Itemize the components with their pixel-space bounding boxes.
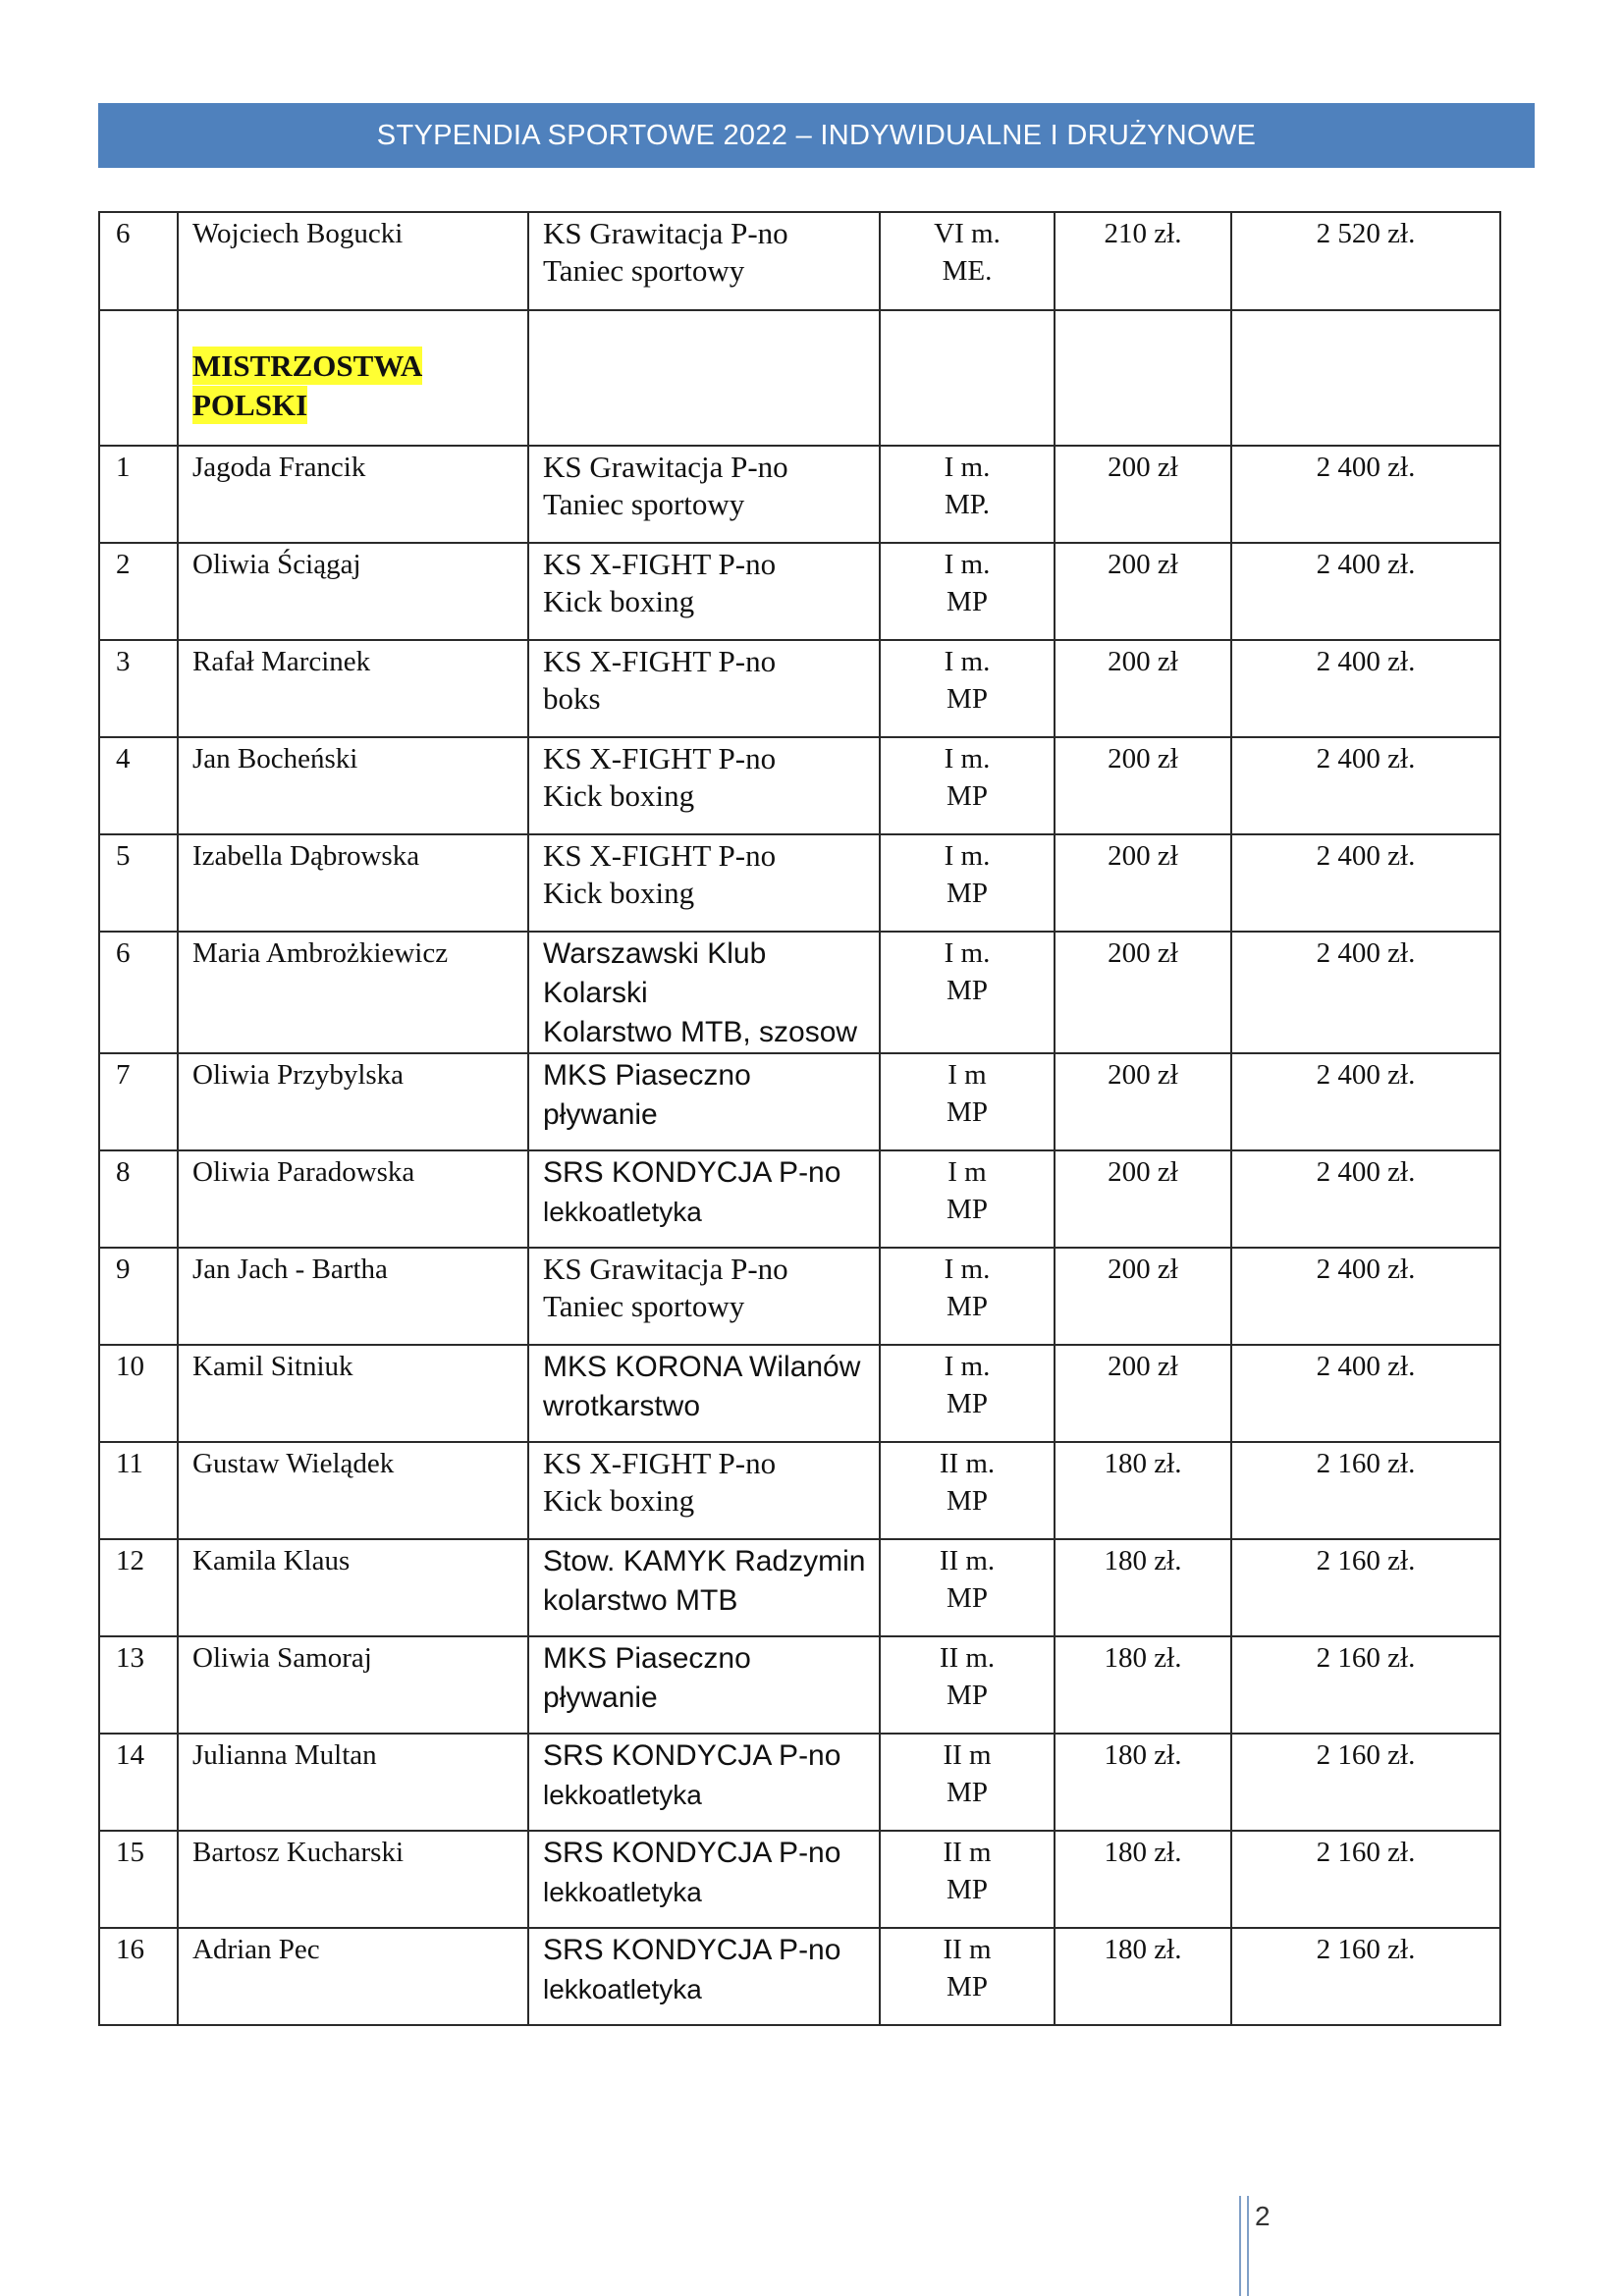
club-cell [528,1345,880,1442]
table-row [99,640,1500,737]
place-event: MP [947,975,988,1006]
place-event: MP [947,878,988,909]
row-number: 10 [99,1345,178,1442]
club-cell [528,1831,880,1928]
place-rank: II m [943,1739,992,1771]
place-rank: I m. [944,646,991,677]
table-row [99,1248,1500,1345]
monthly-amount: 210 zł. [1055,212,1231,310]
club-name: KS X-FIGHT P-no [543,838,777,873]
document-title: STYPENDIA SPORTOWE 2022 – INDYWIDUALNE I DRUŻYNOWE [376,119,1257,151]
annual-amount: 2 160 zł. [1231,1636,1500,1734]
row-number: 5 [99,834,178,932]
athlete-name: Maria Ambrożkiewicz [178,932,528,1053]
athlete-name: Oliwia Samoraj [178,1636,528,1734]
document-header-bar [98,103,1535,168]
athlete-name: Adrian Pec [178,1928,528,2025]
table-row [99,1345,1500,1442]
table-row [99,1442,1500,1539]
place-event: MP [947,586,988,617]
monthly-amount: 180 zł. [1055,1539,1231,1636]
place-cell [880,1345,1055,1442]
place-rank: I m [947,1059,987,1091]
annual-amount: 2 400 zł. [1231,446,1500,543]
place-cell [880,1928,1055,2025]
place-event: MP [947,1291,988,1322]
annual-amount: 2 160 zł. [1231,1928,1500,2025]
athlete-name: Wojciech Bogucki [178,212,528,310]
club-cell [528,1636,880,1734]
sport-discipline: pływanie [543,1682,658,1714]
club-cell [528,212,880,310]
place-cell [880,640,1055,737]
annual-amount: 2 160 zł. [1231,1539,1500,1636]
place-rank: I m. [944,1351,991,1382]
row-number: 6 [99,212,178,310]
sport-discipline: Kick boxing [543,876,695,910]
monthly-amount: 200 zł [1055,446,1231,543]
place-cell [880,1539,1055,1636]
section-heading [178,310,528,446]
club-cell [528,932,880,1053]
place-cell [880,1053,1055,1150]
monthly-amount: 200 zł [1055,737,1231,834]
section-title-line2: POLSKI [192,388,308,422]
monthly-amount: 200 zł [1055,1248,1231,1345]
table-row [99,1053,1500,1150]
club-name: KS X-FIGHT P-no [543,547,777,581]
annual-amount: 2 400 zł. [1231,640,1500,737]
section-row [99,310,1500,446]
place-rank: I m. [944,549,991,580]
place-rank: II m. [939,1448,996,1479]
club-name: SRS KONDYCJA P-no [543,1837,841,1869]
place-event: MP [947,1971,988,2002]
place-cell [880,1442,1055,1539]
sport-discipline: Kolarstwo MTB, szosow [543,1016,858,1048]
table-row [99,1928,1500,2025]
table-row [99,834,1500,932]
annual-amount: 2 400 zł. [1231,737,1500,834]
club-name: KS X-FIGHT P-no [543,1446,777,1480]
page-number: 2 [1255,2201,1271,2231]
place-event: MP. [945,489,990,520]
place-rank: I m. [944,1254,991,1285]
place-cell [880,1734,1055,1831]
row-number: 2 [99,543,178,640]
sport-discipline: lekkoatletyka [543,1197,702,1227]
place-event: MP [947,1874,988,1905]
club-cell [528,640,880,737]
row-number: 9 [99,1248,178,1345]
place-rank: VI m. [934,218,1001,249]
monthly-amount: 200 zł [1055,932,1231,1053]
sport-discipline: kolarstwo MTB [543,1584,738,1617]
monthly-amount: 200 zł [1055,1345,1231,1442]
athlete-name: Izabella Dąbrowska [178,834,528,932]
place-rank: II m. [939,1545,996,1576]
athlete-name: Kamil Sitniuk [178,1345,528,1442]
club-name: KS Grawitacja P-no [543,216,788,250]
monthly-amount: 200 zł [1055,1053,1231,1150]
place-cell [880,737,1055,834]
monthly-amount: 200 zł [1055,834,1231,932]
club-name: SRS KONDYCJA P-no [543,1156,841,1189]
club-name: KS Grawitacja P-no [543,1252,788,1286]
club-cell [528,1734,880,1831]
monthly-amount: 180 zł. [1055,1928,1231,2025]
table-row [99,932,1500,1053]
table-row [99,737,1500,834]
row-number: 1 [99,446,178,543]
sport-discipline: Kolarski [543,977,648,1009]
club-name: MKS Piaseczno [543,1642,751,1675]
place-cell [880,1248,1055,1345]
place-event: ME. [942,255,993,287]
place-rank: II m [943,1934,992,1965]
annual-amount: 2 160 zł. [1231,1734,1500,1831]
table-row [99,1831,1500,1928]
place-event: MP [947,1194,988,1225]
row-number: 13 [99,1636,178,1734]
athlete-name: Rafał Marcinek [178,640,528,737]
footer-divider [1239,2196,1249,2296]
place-rank: II m [943,1837,992,1868]
annual-amount: 2 160 zł. [1231,1831,1500,1928]
monthly-amount: 180 zł. [1055,1734,1231,1831]
athlete-name: Jagoda Francik [178,446,528,543]
place-rank: I m. [944,937,991,969]
monthly-amount: 180 zł. [1055,1442,1231,1539]
row-number: 7 [99,1053,178,1150]
sport-discipline: lekkoatletyka [543,1877,702,1907]
monthly-amount: 200 zł [1055,1150,1231,1248]
place-event: MP [947,1485,988,1517]
annual-amount: 2 400 zł. [1231,1345,1500,1442]
club-cell [528,1442,880,1539]
annual-amount: 2 400 zł. [1231,1248,1500,1345]
row-number: 3 [99,640,178,737]
table-row [99,446,1500,543]
place-cell [880,1150,1055,1248]
place-rank: I m. [944,452,991,483]
place-cell [880,1831,1055,1928]
place-rank: I m [947,1156,987,1188]
club-cell [528,1928,880,2025]
place-event: MP [947,1096,988,1128]
sport-discipline: wrotkarstwo [543,1390,701,1422]
club-cell [528,1150,880,1248]
row-number: 14 [99,1734,178,1831]
table-row [99,1539,1500,1636]
place-event: MP [947,1388,988,1419]
club-name: KS X-FIGHT P-no [543,741,777,775]
annual-amount: 2 400 zł. [1231,543,1500,640]
sport-discipline: boks [543,681,601,716]
row-number: 6 [99,932,178,1053]
annual-amount: 2 520 zł. [1231,212,1500,310]
club-name: SRS KONDYCJA P-no [543,1934,841,1966]
club-name: KS X-FIGHT P-no [543,644,777,678]
row-number: 8 [99,1150,178,1248]
sport-discipline: Taniec sportowy [543,487,745,521]
sport-discipline: Kick boxing [543,778,695,813]
club-cell [528,446,880,543]
athlete-name: Julianna Multan [178,1734,528,1831]
club-name: MKS Piaseczno [543,1059,751,1092]
place-rank: I m. [944,743,991,774]
annual-amount: 2 400 zł. [1231,834,1500,932]
table-row [99,1734,1500,1831]
club-name: KS Grawitacja P-no [543,450,788,484]
place-event: MP [947,780,988,812]
athlete-name: Jan Bocheński [178,737,528,834]
row-number: 12 [99,1539,178,1636]
sport-discipline: Taniec sportowy [543,253,745,288]
place-cell [880,212,1055,310]
sport-discipline: Kick boxing [543,584,695,618]
place-cell [880,543,1055,640]
place-event: MP [947,1680,988,1711]
sport-discipline: Kick boxing [543,1483,695,1518]
place-cell [880,446,1055,543]
scholarship-table [98,211,1501,2026]
table-row [99,212,1500,310]
club-name: Warszawski Klub [543,937,767,970]
sport-discipline: pływanie [543,1098,658,1131]
place-cell [880,834,1055,932]
athlete-name: Oliwia Przybylska [178,1053,528,1150]
athlete-name: Gustaw Wielądek [178,1442,528,1539]
club-name: SRS KONDYCJA P-no [543,1739,841,1772]
club-cell [528,543,880,640]
annual-amount: 2 400 zł. [1231,1150,1500,1248]
club-cell [528,1053,880,1150]
annual-amount: 2 400 zł. [1231,932,1500,1053]
table-row [99,1636,1500,1734]
sport-discipline: Taniec sportowy [543,1289,745,1323]
place-event: MP [947,1777,988,1808]
club-cell [528,1248,880,1345]
place-rank: II m. [939,1642,996,1674]
monthly-amount: 200 zł [1055,640,1231,737]
section-title-line1: MISTRZOSTWA [192,348,423,383]
place-event: MP [947,683,988,715]
monthly-amount: 180 zł. [1055,1831,1231,1928]
athlete-name: Oliwia Paradowska [178,1150,528,1248]
place-cell [880,1636,1055,1734]
athlete-name: Kamila Klaus [178,1539,528,1636]
club-name: MKS KORONA Wilanów [543,1351,861,1383]
table-row [99,543,1500,640]
athlete-name: Bartosz Kucharski [178,1831,528,1928]
sport-discipline: lekkoatletyka [543,1974,702,2004]
row-number: 16 [99,1928,178,2025]
place-event: MP [947,1582,988,1614]
club-name: Stow. KAMYK Radzymin [543,1545,866,1577]
monthly-amount: 180 zł. [1055,1636,1231,1734]
row-number: 4 [99,737,178,834]
annual-amount: 2 160 zł. [1231,1442,1500,1539]
athlete-name: Jan Jach - Bartha [178,1248,528,1345]
row-number: 15 [99,1831,178,1928]
annual-amount: 2 400 zł. [1231,1053,1500,1150]
athlete-name: Oliwia Ściągaj [178,543,528,640]
club-cell [528,1539,880,1636]
monthly-amount: 200 zł [1055,543,1231,640]
row-number: 11 [99,1442,178,1539]
table-row [99,1150,1500,1248]
sport-discipline: lekkoatletyka [543,1780,702,1810]
club-cell [528,737,880,834]
place-cell [880,932,1055,1053]
club-cell [528,834,880,932]
place-rank: I m. [944,840,991,872]
